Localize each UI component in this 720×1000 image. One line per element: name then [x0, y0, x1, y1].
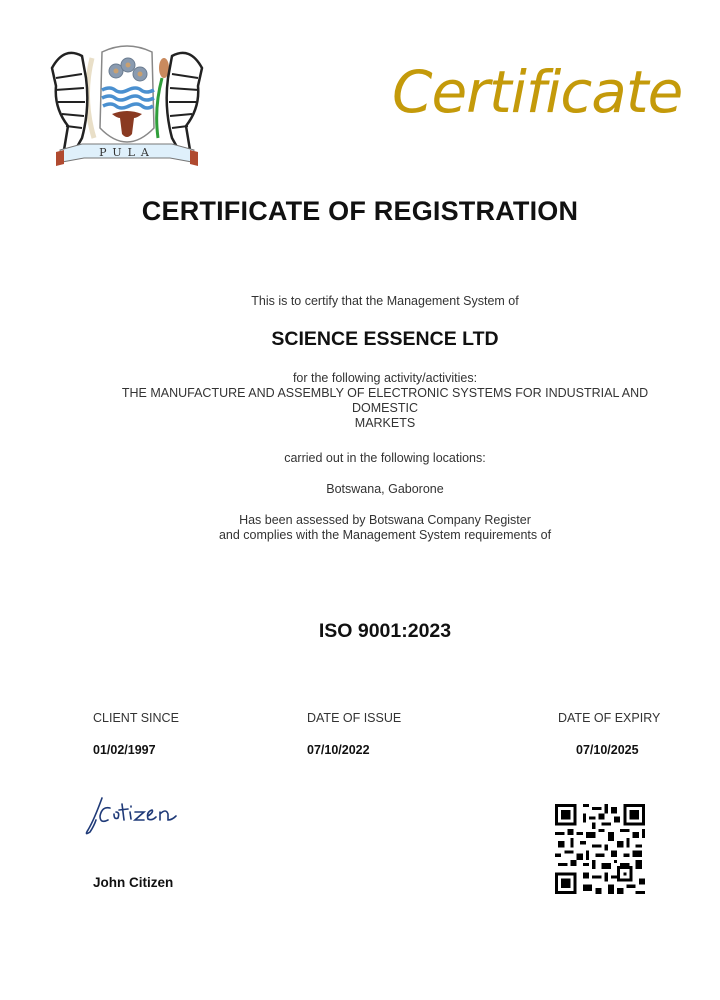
assessment-line: Has been assessed by Botswana Company Register [239, 513, 531, 527]
signature-image [80, 790, 200, 840]
assessment-line: and complies with the Management System requirements of [218, 528, 552, 542]
locations-value: Botswana, Gaborone [326, 482, 444, 496]
locations-label: carried out in the following locations: [284, 451, 486, 465]
date-of-issue-value: 07/10/2022 [307, 743, 370, 757]
date-of-expiry-value: 07/10/2025 [576, 743, 639, 757]
activities-line: DOMESTIC [352, 401, 418, 415]
qr-code-icon[interactable] [555, 803, 645, 895]
activities-line: MARKETS [354, 416, 416, 430]
certify-intro: This is to certify that the Management System of [251, 294, 519, 308]
date-of-issue-label: DATE OF ISSUE [307, 711, 402, 725]
coat-of-arms-logo [42, 38, 212, 170]
assessment-statement [0, 513, 720, 543]
activities-block [0, 371, 720, 431]
signer-name: John Citizen [93, 875, 174, 890]
iso-standard: ISO 9001:2023 [318, 620, 452, 642]
activities-label: for the following activity/activities: [292, 371, 478, 385]
client-since-value: 01/02/1997 [93, 743, 156, 757]
page-title: CERTIFICATE OF REGISTRATION [141, 196, 579, 226]
svg-text:PULA: PULA [99, 146, 155, 159]
company-name: SCIENCE ESSENCE LTD [271, 328, 499, 350]
client-since-label: CLIENT SINCE [93, 711, 179, 725]
date-of-expiry-label: DATE OF EXPIRY [558, 711, 661, 725]
activities-line: THE MANUFACTURE AND ASSEMBLY OF ELECTRONIC SYSTEMS FOR INDUSTRIAL AND [121, 386, 649, 400]
certificate-heading: Certificate [392, 58, 683, 126]
